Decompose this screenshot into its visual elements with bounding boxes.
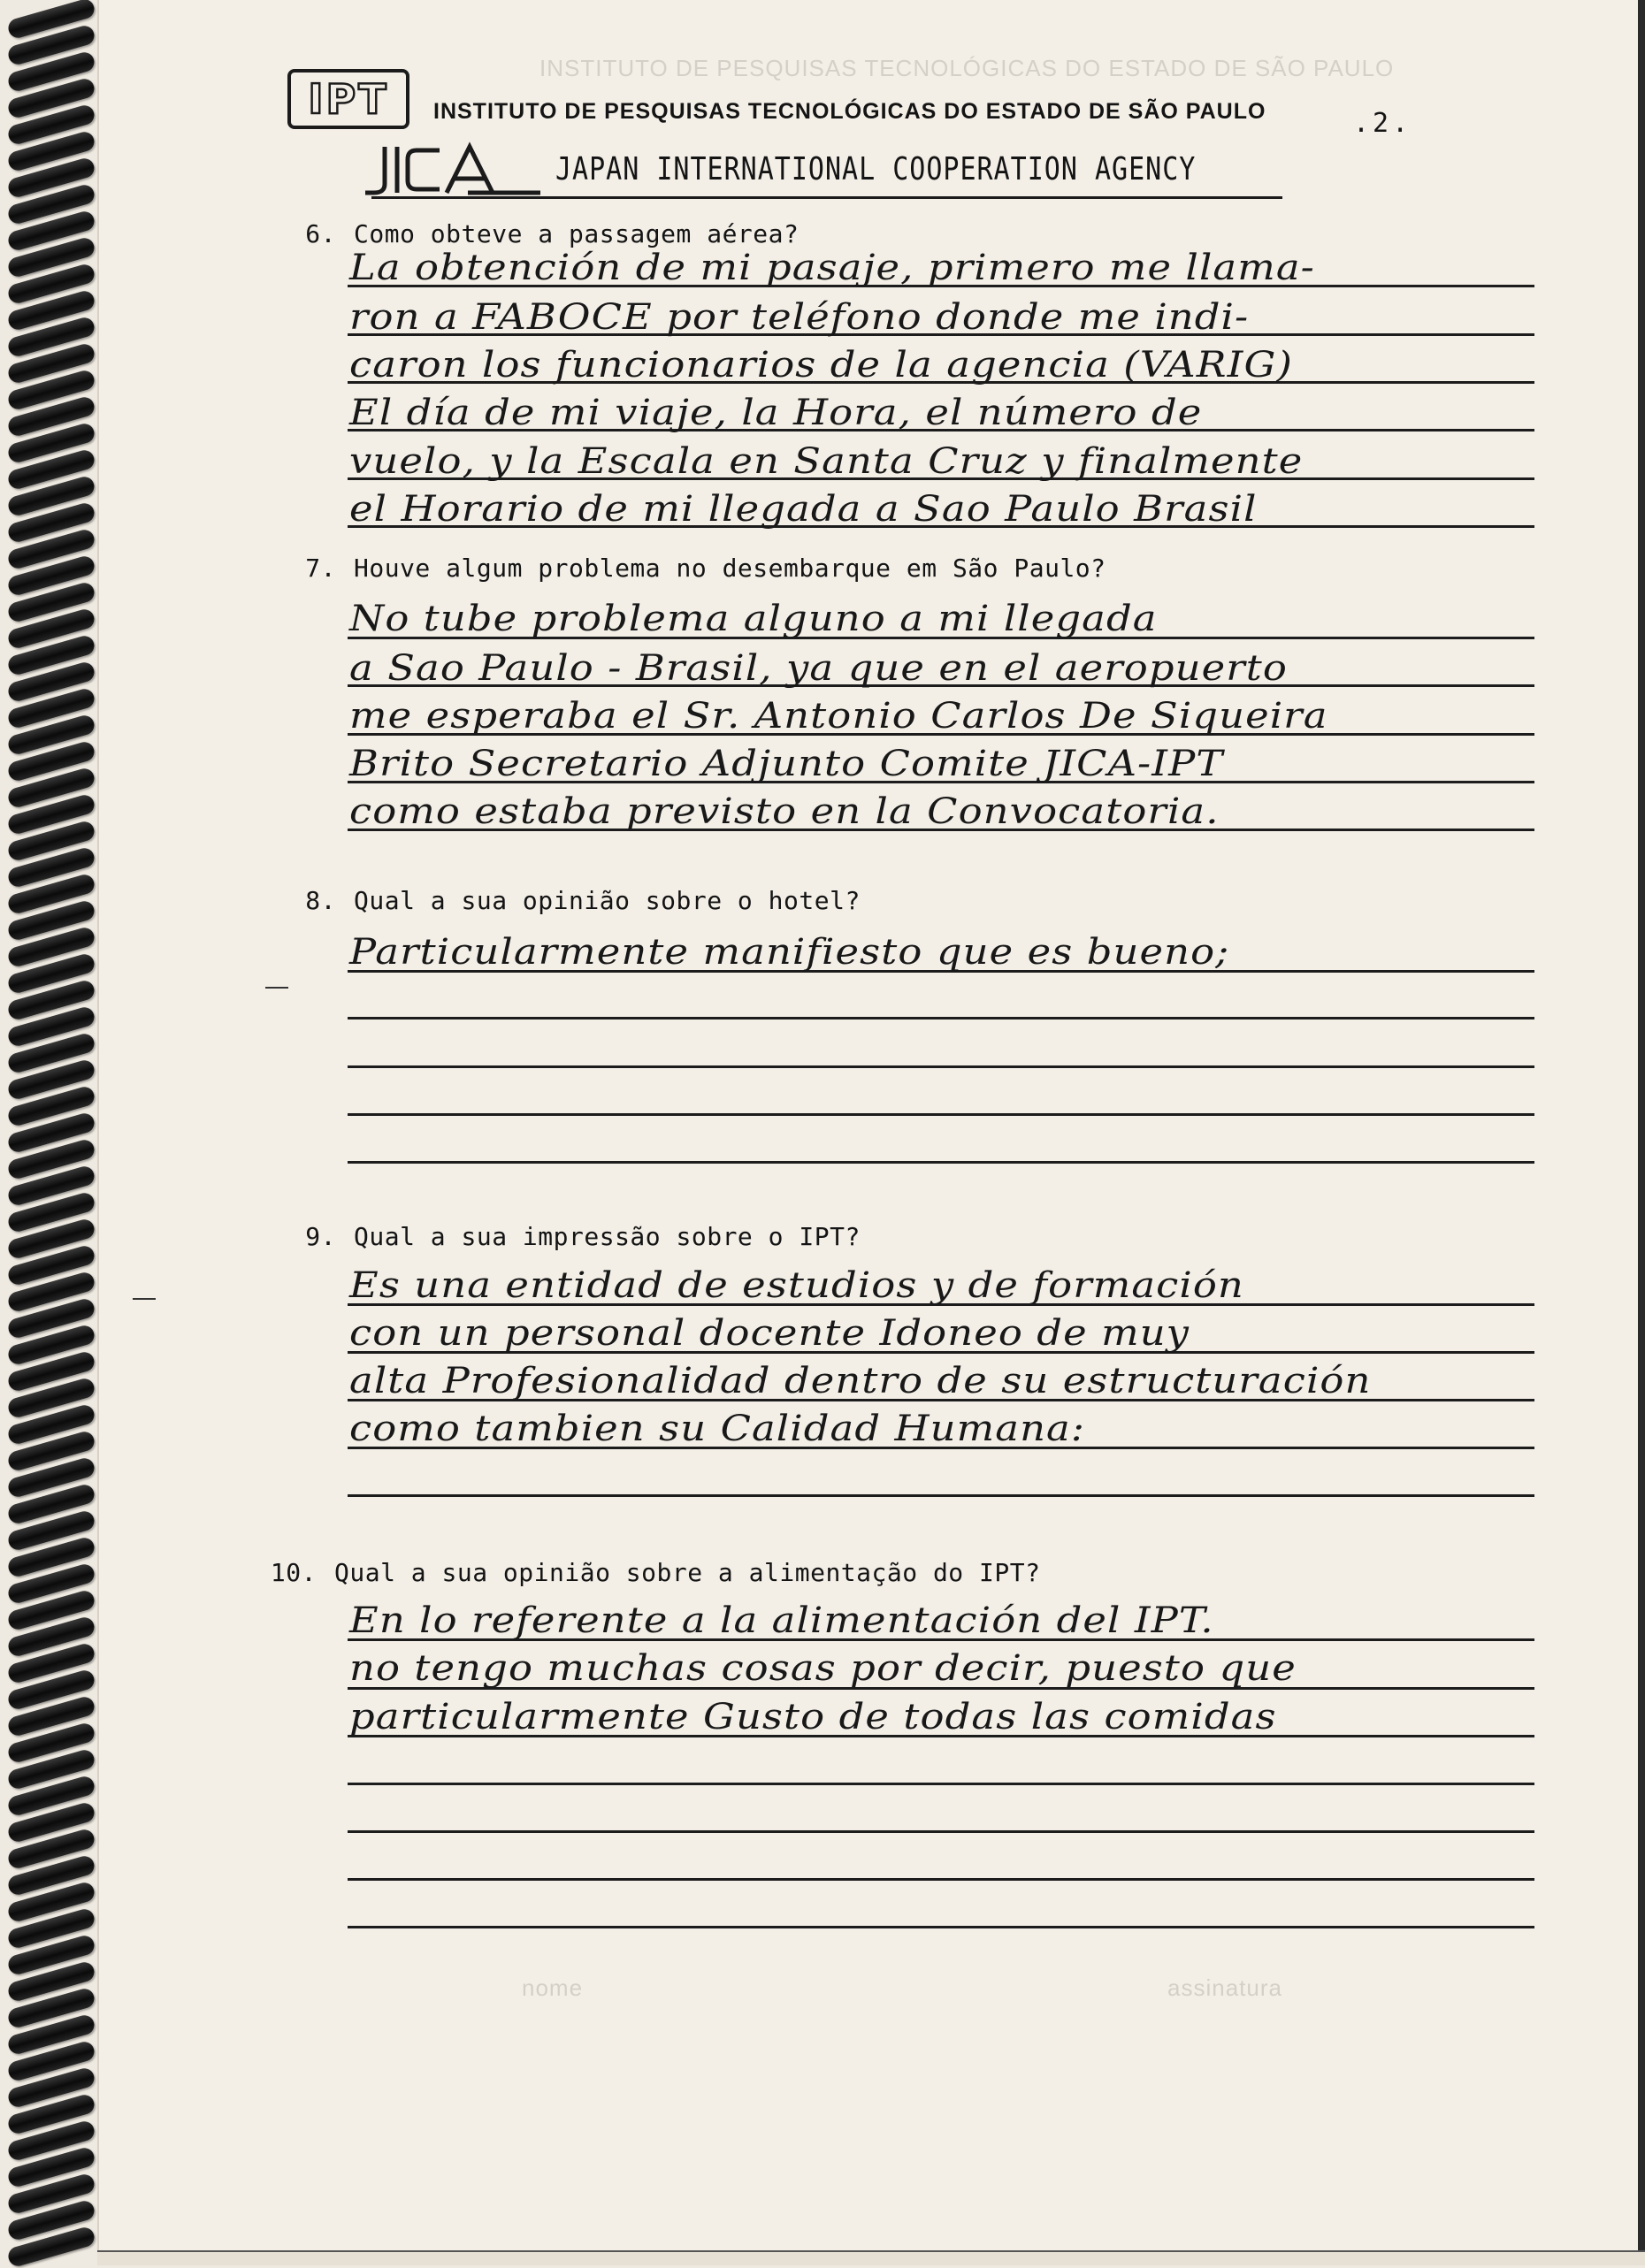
ipt-logo xyxy=(287,69,409,129)
answer-rule-line xyxy=(348,1830,1534,1833)
handwritten-answer-line: particularmente Gusto de todas las comidas xyxy=(349,1697,1277,1737)
handwritten-answer-line: En lo referente a la alimentación del IPT. xyxy=(349,1600,1214,1641)
handwritten-answer-line: Particularmente manifiesto que es bueno; xyxy=(349,932,1230,973)
answer-rule-line xyxy=(348,1926,1534,1928)
question-text: Como obteve a passagem aérea? xyxy=(354,219,800,248)
question-text: Qual a sua opinião sobre o hotel? xyxy=(354,886,861,915)
ghost-label-signature: assinatura xyxy=(1167,1974,1282,2001)
handwritten-answer-line: ron a FABOCE por teléfono donde me indi- xyxy=(349,297,1250,338)
answer-rule-line xyxy=(348,1783,1534,1785)
handwritten-answer-line: el Horario de mi llegada a Sao Paulo Brasil xyxy=(349,489,1258,530)
spiral-binding xyxy=(0,0,106,2264)
handwritten-answer-line: Es una entidad de estudios y de formación xyxy=(349,1265,1244,1306)
question-number: 10. xyxy=(270,1558,317,1587)
page-edge xyxy=(1638,0,1645,2264)
question-9 xyxy=(285,1222,861,1251)
handwritten-answer-line: alta Profesionalidad dentro de su estructuración xyxy=(349,1361,1372,1401)
answer-rule-line xyxy=(348,1113,1534,1116)
ghost-header-text: INSTITUTO DE PESQUISAS TECNOLÓGICAS DO ESTADO DE SÃO PAULO xyxy=(539,55,1395,81)
question-text: Houve algum problema no desembarque em São Paulo? xyxy=(354,554,1106,583)
question-number: 8. xyxy=(305,886,336,915)
ipt-logo-text: IPT xyxy=(308,75,389,123)
questionnaire-page xyxy=(97,0,1645,2264)
margin-mark xyxy=(133,1298,156,1300)
page-number: .2. xyxy=(1353,108,1412,139)
answer-rule-line xyxy=(348,1017,1534,1019)
handwritten-answer-line: con un personal docente Idoneo de muy xyxy=(349,1313,1190,1354)
handwritten-answer-line: como tambien su Calidad Humana: xyxy=(349,1409,1086,1449)
handwritten-answer-line: caron los funcionarios de la agencia (VARIG) xyxy=(349,345,1293,386)
handwritten-answer-line: No tube problema alguno a mi llegada xyxy=(349,599,1158,639)
handwritten-answer-line: La obtención de mi pasaje, primero me llama- xyxy=(349,248,1315,288)
question-text: Qual a sua impressão sobre o IPT? xyxy=(354,1222,861,1251)
question-6 xyxy=(285,219,799,248)
question-7 xyxy=(285,554,1106,583)
answer-rule-line xyxy=(348,1065,1534,1068)
question-number: 6. xyxy=(305,219,336,248)
margin-mark xyxy=(265,987,288,989)
handwritten-answer-line: como estaba previsto en la Convocatoria. xyxy=(349,791,1220,832)
question-10 xyxy=(265,1558,1040,1587)
jica-agency-name: JAPAN INTERNATIONAL COOPERATION AGENCY xyxy=(555,150,1197,188)
page-bottom-edge xyxy=(97,2250,1645,2265)
handwritten-answer-line: a Sao Paulo - Brasil, ya que en el aeropuerto xyxy=(349,648,1289,689)
answer-rule-line xyxy=(348,1494,1534,1497)
question-8 xyxy=(285,886,861,915)
handwritten-answer-line: me esperaba el Sr. Antonio Carlos De Siqueira xyxy=(349,696,1328,737)
answer-rule-line xyxy=(348,1161,1534,1164)
handwritten-answer-line: Brito Secretario Adjunto Comite JICA-IPT xyxy=(349,744,1224,784)
question-number: 7. xyxy=(305,554,336,583)
header-rule xyxy=(371,196,1282,199)
question-number: 9. xyxy=(305,1222,336,1251)
question-text: Qual a sua opinião sobre a alimentação do IPT? xyxy=(334,1558,1041,1587)
handwritten-answer-line: El día de mi viaje, la Hora, el número de xyxy=(349,393,1203,433)
answer-rule-line xyxy=(348,1878,1534,1881)
handwritten-answer-line: vuelo, y la Escala en Santa Cruz y finalmente xyxy=(349,441,1304,482)
handwritten-answer-line: no tengo muchas cosas por decir, puesto que xyxy=(349,1648,1297,1689)
ghost-label-name: nome xyxy=(522,1974,584,2001)
institute-name: INSTITUTO DE PESQUISAS TECNOLÓGICAS DO ESTADO DE SÃO PAULO xyxy=(433,99,1266,124)
